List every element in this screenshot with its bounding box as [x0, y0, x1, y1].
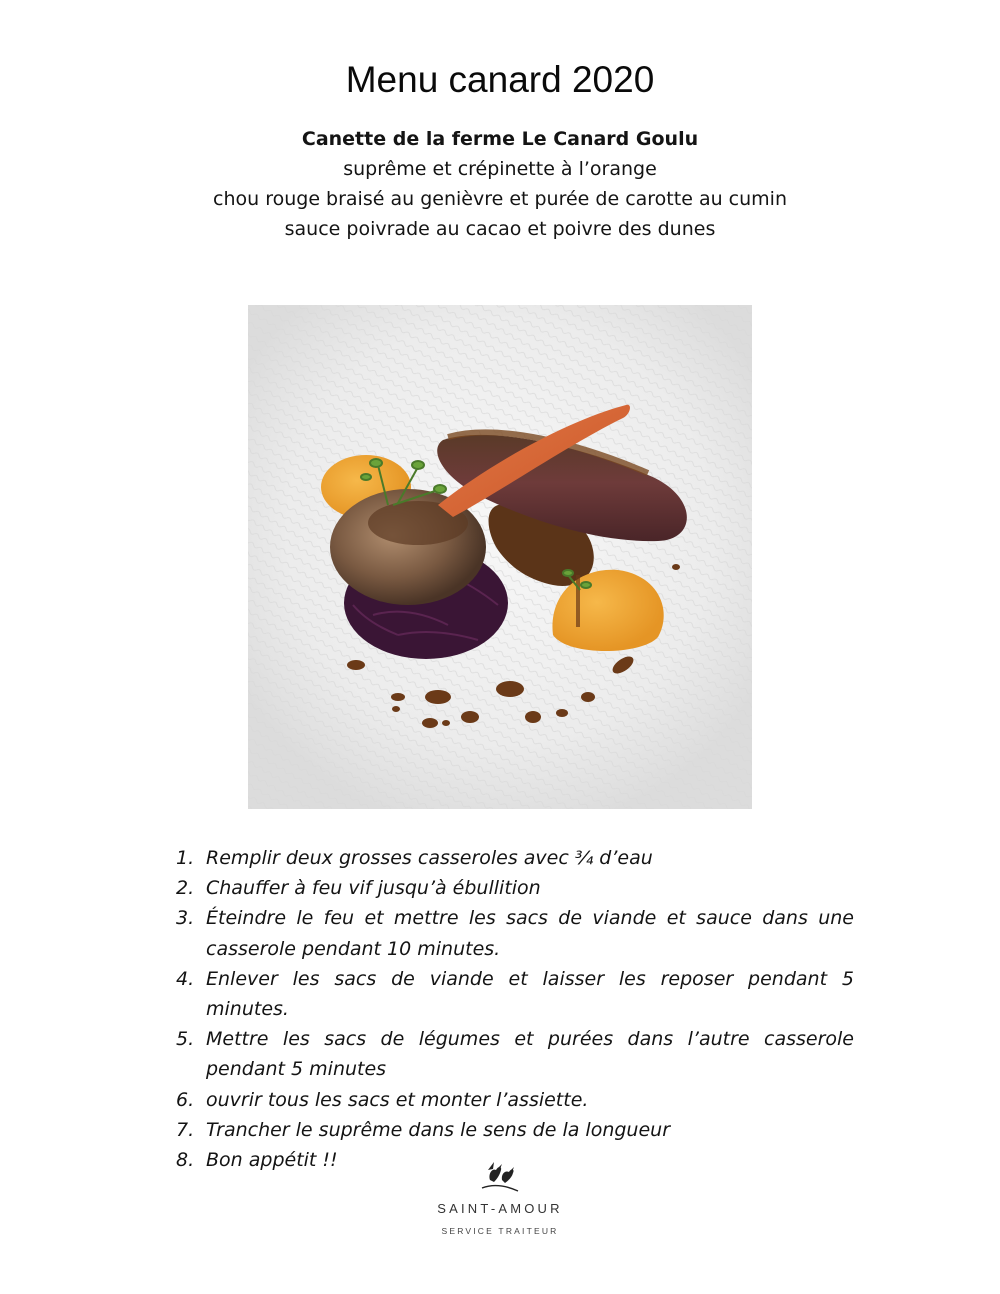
brand-name: SAINT-AMOUR [437, 1201, 563, 1216]
list-item [172, 1115, 854, 1145]
step-number: 4. [176, 967, 195, 990]
step-text: Mettre les sacs de légumes et purées dans l’autre casserole pendant 5 minutes [206, 1028, 854, 1081]
dish-desc-line: chou rouge braisé au genièvre et purée de carotte au cumin [213, 188, 787, 210]
plated-duck-dish-photo [248, 305, 752, 809]
step-number: 1. [176, 847, 195, 869]
step-text: Remplir deux grosses casseroles avec ¾ d’eau [206, 847, 653, 869]
dish-name: Canette de la ferme Le Canard Goulu [301, 128, 699, 150]
step-number: 6. [176, 1088, 195, 1111]
step-number: 2. [176, 877, 195, 900]
list-item [172, 1024, 854, 1084]
step-text: Enlever les sacs de viande et laisser les reposer pendant 5 minutes. [206, 967, 854, 1021]
step-text: Éteindre le feu et mettre les sacs de viande et sauce dans une casserole pendant 10 minutes. [206, 907, 854, 960]
dish-photo [248, 305, 752, 809]
dish-desc-line: suprême et crépinette à l’orange [343, 158, 657, 180]
list-item [172, 1085, 854, 1115]
preparation-steps [172, 843, 854, 1175]
page-title: Menu canard 2020 [345, 59, 655, 100]
step-number: 8. [176, 1149, 195, 1172]
dish-description [0, 124, 1000, 244]
step-text: Trancher le suprême dans le sens de la longueur [206, 1118, 671, 1141]
list-item [172, 903, 854, 963]
step-text: Bon appétit !! [206, 1149, 338, 1172]
list-item [172, 964, 854, 1024]
step-text: ouvrir tous les sacs et monter l’assiette. [206, 1088, 589, 1111]
two-birds-icon [476, 1158, 524, 1194]
list-item [172, 873, 854, 903]
step-number: 7. [176, 1118, 195, 1141]
step-number: 3. [176, 907, 195, 930]
step-number: 5. [176, 1028, 195, 1051]
brand-logo [400, 1158, 600, 1242]
brand-tagline: SERVICE TRAITEUR [441, 1226, 559, 1236]
step-text: Chauffer à feu vif jusqu’à ébullition [206, 877, 541, 900]
dish-desc-line: sauce poivrade au cacao et poivre des dunes [284, 218, 716, 240]
list-item [172, 843, 854, 873]
